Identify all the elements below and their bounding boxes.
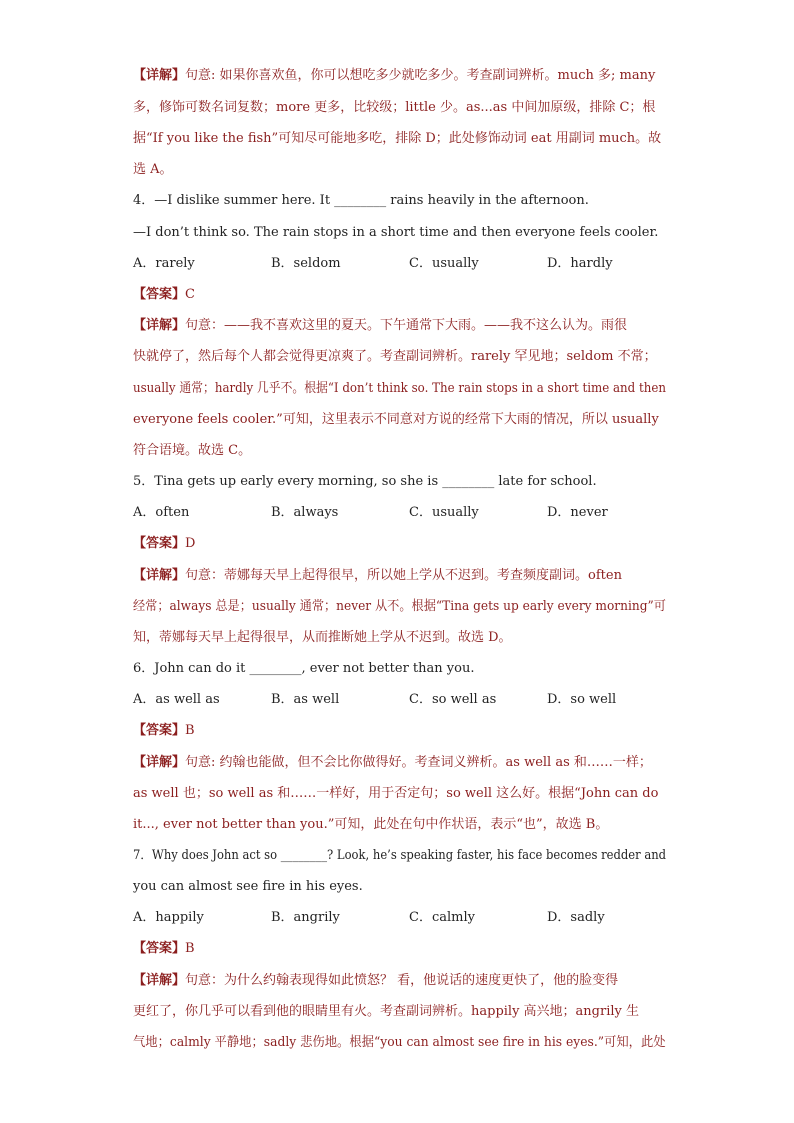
- q6-option-d: D．so well: [547, 692, 617, 707]
- q7-explain-line-3: 气地；calmly 平静地；sadly 悲伤地。根据“you can almost see fire in his eyes.”可知，此处: [133, 1035, 666, 1050]
- q4-stem-line-2: —I don’t think so. The rain stops in a short time and then everyone feels cooler.: [133, 225, 659, 240]
- q6-explain-line-3: it..., ever not better than you.”可知，此处在句中作状语，表示“也”，故选 B。: [133, 817, 609, 832]
- q5-option-c: C．usually: [409, 505, 479, 520]
- q5-option-d: D．never: [547, 505, 608, 520]
- prev-explain-line-1: 【详解】句意: 如果你喜欢鱼，你可以想吃多少就吃多少。考查副词辨析。much 多; many: [133, 68, 656, 83]
- q6-option-c: C．so well as: [409, 692, 497, 707]
- q5-explain-line-1: 【详解】句意：蒂娜每天早上起得很早，所以她上学从不迟到。考查频度副词。often: [133, 568, 622, 583]
- q4-stem-line-1: 4．—I dislike summer here. It ________ rains heavily in the afternoon.: [133, 193, 589, 208]
- q5-option-a: A．often: [133, 505, 190, 520]
- q6-option-a: A．as well as: [133, 692, 220, 707]
- q5-stem-line-1: 5．Tina gets up early every morning, so she is ________ late for school.: [133, 474, 597, 489]
- q4-answer: 【答案】C: [133, 287, 195, 302]
- q5-answer: 【答案】D: [133, 536, 196, 551]
- q4-option-b: B．seldom: [271, 256, 341, 271]
- q6-option-b: B．as well: [271, 692, 340, 707]
- q4-explain-line-1: 【详解】句意：——我不喜欢这里的夏天。下午通常下大雨。——我不这么认为。雨很: [133, 318, 628, 333]
- q7-explain-line-1: 【详解】句意：为什么约翰表现得如此愤怒？ 看，他说话的速度更快了，他的脸变得: [133, 973, 619, 988]
- q7-option-c: C．calmly: [409, 910, 475, 925]
- q4-explain-line-4: everyone feels cooler.”可知，这里表示不同意对方说的经常下大雨的情况，所以 usually: [133, 412, 659, 427]
- q5-explain-line-2: 经常；always 总是；usually 通常；never 从不。根据“Tina gets up early every morning”可: [133, 599, 666, 614]
- q6-explain-line-2: as well 也；so well as 和……一样好，用于否定句；so well 这么好。根据“John can do: [133, 786, 659, 801]
- q5-option-b: B．always: [271, 505, 339, 520]
- q4-explain-line-3: usually 通常；hardly 几乎不。根据“I don’t think so. The rain stops in a short time and then: [133, 381, 666, 396]
- q5-explain-line-3: 知，蒂娜每天早上起得很早，从而推断她上学从不迟到。故选 D。: [133, 630, 512, 645]
- prev-explain-line-4: 选 A。: [133, 162, 173, 177]
- q7-option-d: D．sadly: [547, 910, 605, 925]
- q7-option-b: B．angrily: [271, 910, 340, 925]
- q6-answer: 【答案】B: [133, 723, 195, 738]
- q4-explain-line-5: 符合语境。故选 C。: [133, 443, 252, 458]
- prev-explain-line-2: 多，修饰可数名词复数；more 更多，比较级；little 少。as...as 中间加原级，排除 C；根: [133, 100, 656, 115]
- q4-explain-line-2: 快就停了，然后每个人都会觉得更凉爽了。考查副词辨析。rarely 罕见地；seldom 不常；: [133, 349, 657, 364]
- q7-answer: 【答案】B: [133, 941, 195, 956]
- q4-option-c: C．usually: [409, 256, 479, 271]
- q7-explain-line-2: 更红了，你几乎可以看到他的眼睛里有火。考查副词辨析。happily 高兴地；angrily 生: [133, 1004, 640, 1019]
- q7-stem-line-2: you can almost see fire in his eyes.: [133, 879, 363, 894]
- q4-option-d: D．hardly: [547, 256, 613, 271]
- q7-option-a: A．happily: [133, 910, 204, 925]
- q6-explain-line-1: 【详解】句意: 约翰也能做，但不会比你做得好。考查词义辨析。as well as 和……一样；: [133, 755, 652, 770]
- prev-explain-line-3: 据“If you like the fish”可知尽可能地多吃，排除 D；此处修饰动词 eat 用副词 much。故: [133, 131, 662, 146]
- q6-stem-line-1: 6．John can do it ________, ever not better than you.: [133, 661, 475, 676]
- q4-option-a: A．rarely: [133, 256, 195, 271]
- q7-stem-line-1: 7．Why does John act so ________? Look, he’s speaking faster, his face becomes redder and: [133, 848, 667, 863]
